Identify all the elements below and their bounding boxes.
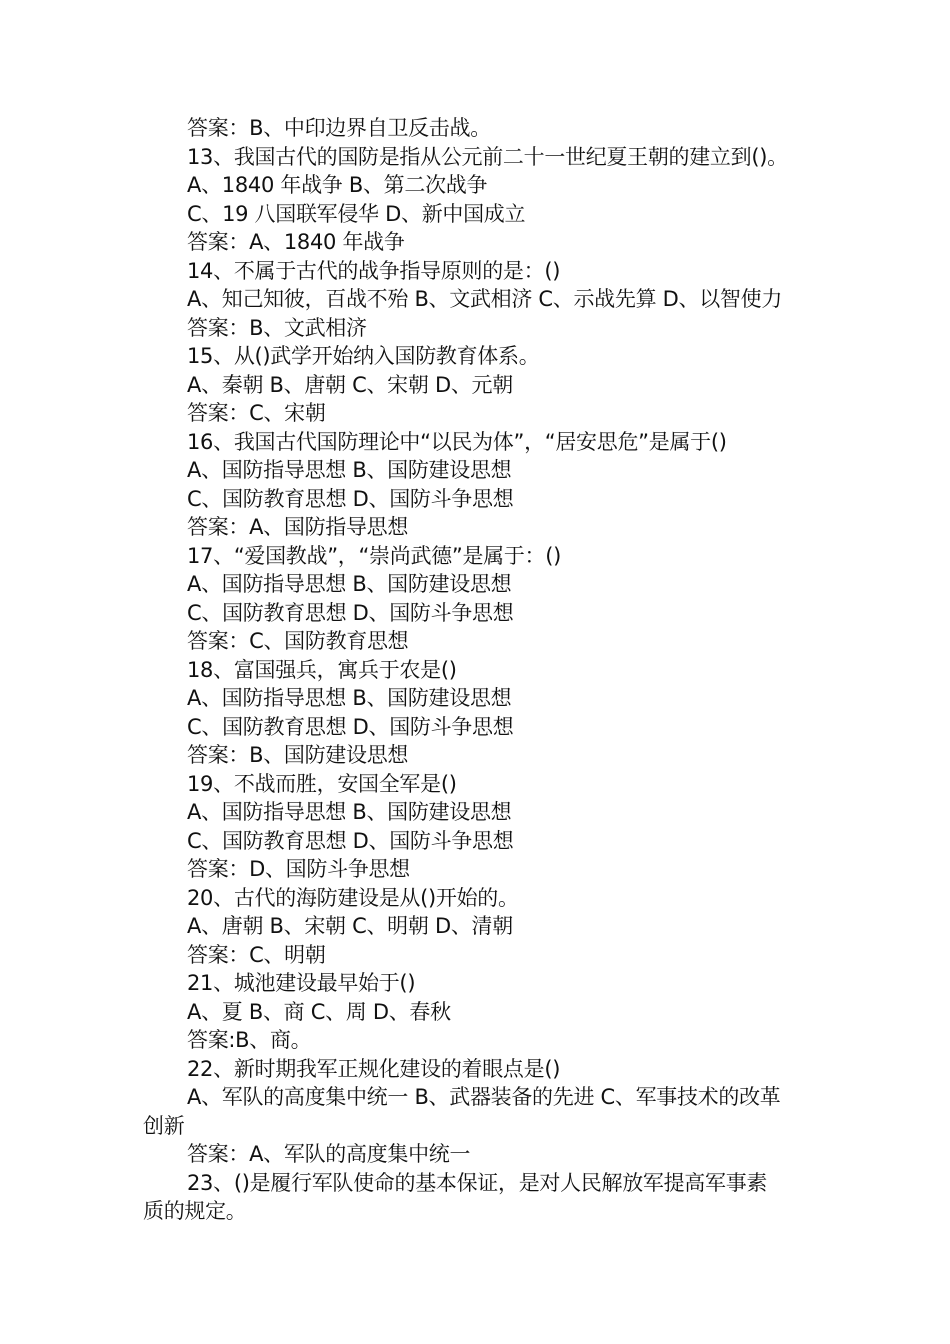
text-line: 答案：B、国防建设思想 <box>187 743 409 767</box>
text-line: A、1840 年战争 B、第二次战争 <box>187 173 488 197</box>
text-line: 答案：C、宋朝 <box>187 401 326 425</box>
text-line: C、国防教育思想 D、国防斗争思想 <box>187 600 514 625</box>
text-line: C、国防教育思想 D、国防斗争思想 <box>187 486 514 511</box>
text-line: 18、富国强兵，寓兵于农是() <box>187 657 457 682</box>
text-line: 15、从()武学开始纳入国防教育体系。 <box>187 344 540 368</box>
text-line: 16、我国古代国防理论中“以民为体”，“居安思危”是属于() <box>187 429 727 454</box>
text-line: 答案：A、军队的高度集中统一 <box>187 1142 471 1166</box>
text-line: 创新 <box>143 1113 185 1138</box>
text-line: A、夏 B、商 C、周 D、春秋 <box>187 999 451 1024</box>
text-line: 21、城池建设最早始于() <box>187 971 416 995</box>
text-line: A、知己知彼，百战不殆 B、文武相济 C、示战先算 D、以智使力 <box>187 287 783 311</box>
text-line: 答案：A、1840 年战争 <box>187 230 405 254</box>
text-line: A、国防指导思想 B、国防建设思想 <box>187 800 512 824</box>
text-line: 17、“爱国教战”，“崇尚武德”是属于：() <box>187 543 562 568</box>
text-line: 22、新时期我军正规化建设的着眼点是() <box>187 1056 561 1081</box>
text-line: 19、不战而胜，安国全军是() <box>187 771 457 796</box>
text-line: 20、古代的海防建设是从()开始的。 <box>187 885 519 910</box>
text-line: A、唐朝 B、宋朝 C、明朝 D、清朝 <box>187 914 513 938</box>
question-text-block <box>143 114 823 1226</box>
text-line: 答案:B、商。 <box>187 1028 312 1052</box>
text-line: 答案：D、国防斗争思想 <box>187 857 410 881</box>
text-line: 答案：B、文武相济 <box>187 315 367 340</box>
text-line: C、19 八国联军侵华 D、新中国成立 <box>187 201 526 226</box>
text-line: 答案：B、中印边界自卫反击战。 <box>187 116 491 140</box>
text-line: A、国防指导思想 B、国防建设思想 <box>187 458 512 482</box>
text-line: 质的规定。 <box>143 1199 247 1223</box>
text-line: A、军队的高度集中统一 B、武器装备的先进 C、军事技术的改革 <box>187 1085 781 1109</box>
text-line: 14、不属于古代的战争指导原则的是：() <box>187 258 561 283</box>
text-line: 答案：A、国防指导思想 <box>187 515 409 539</box>
text-line: A、秦朝 B、唐朝 C、宋朝 D、元朝 <box>187 372 513 397</box>
text-line: 13、我国古代的国防是指从公元前二十一世纪夏王朝的建立到()。 <box>187 144 788 169</box>
text-line: A、国防指导思想 B、国防建设思想 <box>187 686 512 710</box>
text-line: A、国防指导思想 B、国防建设思想 <box>187 572 512 596</box>
text-line: C、国防教育思想 D、国防斗争思想 <box>187 828 514 853</box>
text-line: 答案：C、明朝 <box>187 942 326 967</box>
text-line: C、国防教育思想 D、国防斗争思想 <box>187 714 514 739</box>
text-line: 23、()是履行军队使命的基本保证，是对人民解放军提高军事素 <box>187 1170 768 1195</box>
text-line: 答案：C、国防教育思想 <box>187 629 409 653</box>
